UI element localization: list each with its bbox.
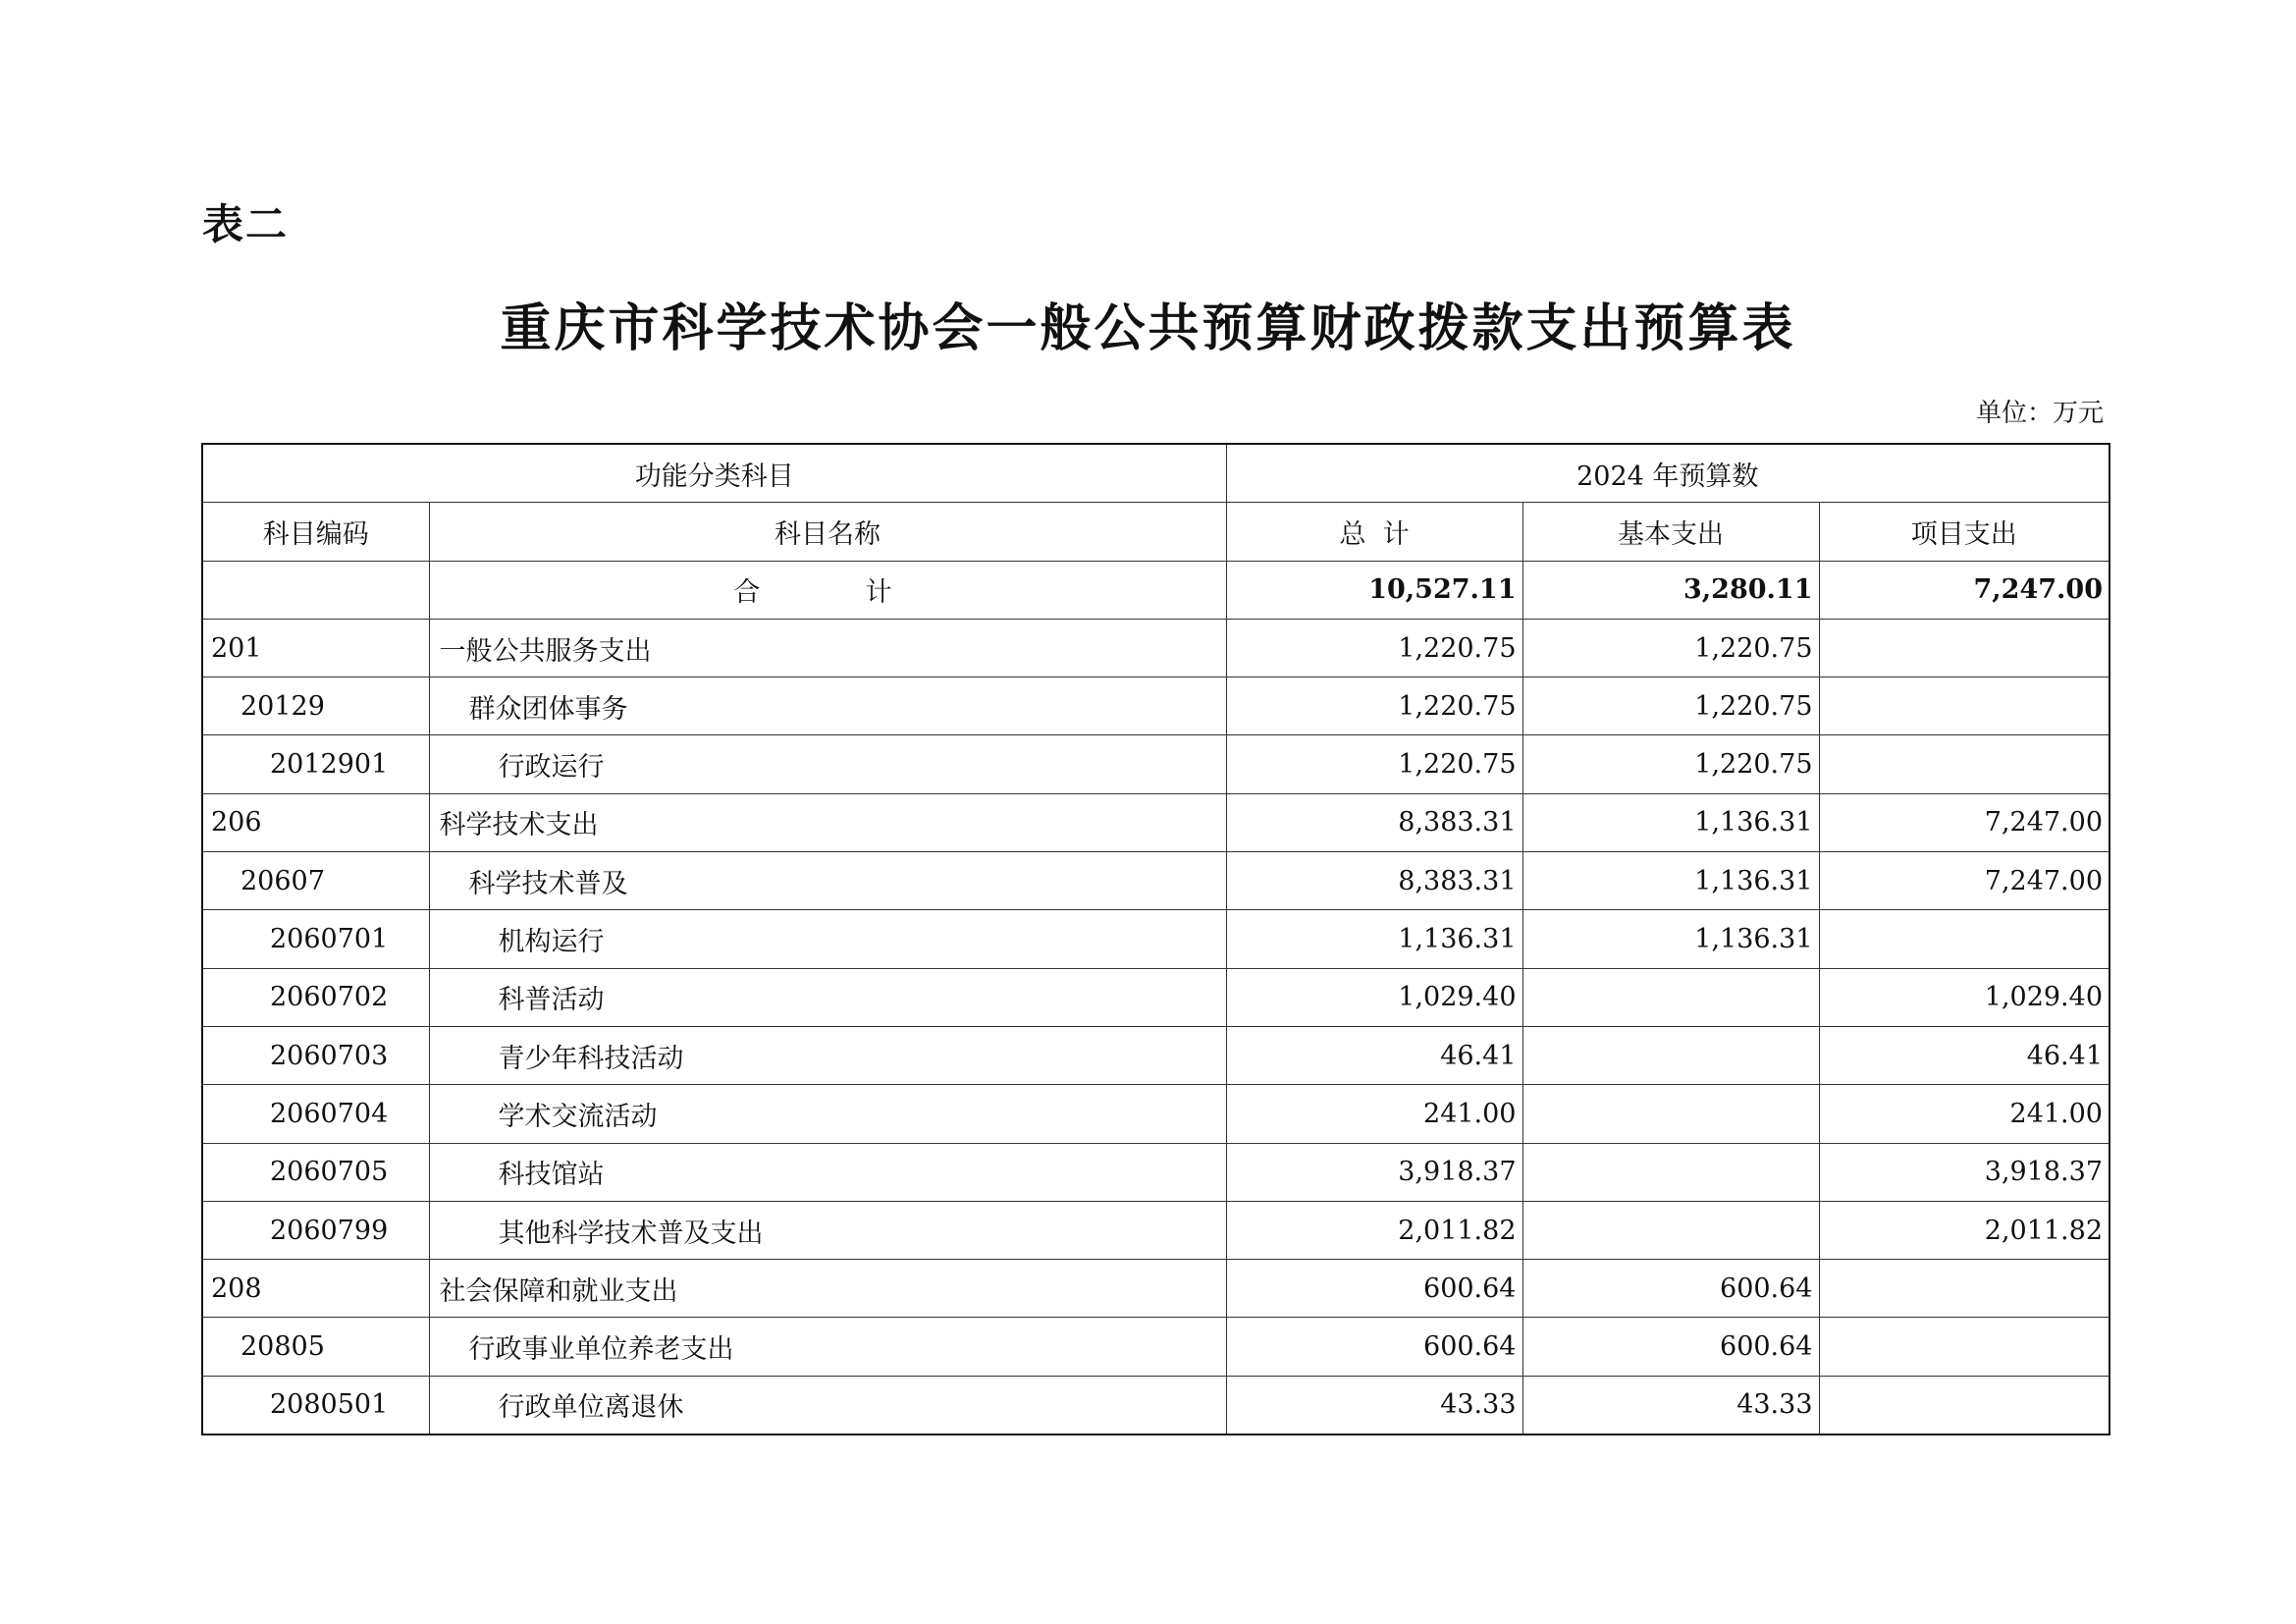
row-basic: 1,136.31 <box>1522 910 1819 968</box>
total-row <box>202 561 2109 619</box>
row-total: 1,136.31 <box>1226 910 1522 968</box>
header-functional-classification: 功能分类科目 <box>202 444 1226 503</box>
table-row <box>202 1260 2109 1318</box>
row-basic: 1,136.31 <box>1522 793 1819 851</box>
table-row <box>202 1143 2109 1201</box>
row-name: 科学技术普及 <box>429 852 1226 910</box>
row-total: 46.41 <box>1226 1026 1522 1084</box>
table-row <box>202 1376 2109 1435</box>
header-name: 科目名称 <box>429 503 1226 561</box>
row-project <box>1819 735 2109 793</box>
row-total: 1,220.75 <box>1226 735 1522 793</box>
row-total: 1,220.75 <box>1226 619 1522 677</box>
row-name: 其他科学技术普及支出 <box>429 1201 1226 1259</box>
row-code: 208 <box>202 1260 429 1318</box>
table-label: 表二 <box>202 200 290 248</box>
row-total: 241.00 <box>1226 1085 1522 1143</box>
total-project: 7,247.00 <box>1819 561 2109 619</box>
row-basic <box>1522 968 1819 1026</box>
row-total: 8,383.31 <box>1226 852 1522 910</box>
row-project: 7,247.00 <box>1819 852 2109 910</box>
row-code: 206 <box>202 793 429 851</box>
row-project: 1,029.40 <box>1819 968 2109 1026</box>
row-total: 1,029.40 <box>1226 968 1522 1026</box>
row-project <box>1819 677 2109 735</box>
row-name: 青少年科技活动 <box>429 1026 1226 1084</box>
row-name: 行政运行 <box>429 735 1226 793</box>
header-total: 总 计 <box>1226 503 1522 561</box>
row-name: 群众团体事务 <box>429 677 1226 735</box>
row-code: 2060702 <box>202 968 429 1026</box>
row-basic: 1,136.31 <box>1522 852 1819 910</box>
row-code: 2012901 <box>202 735 429 793</box>
table-row <box>202 1026 2109 1084</box>
row-total: 600.64 <box>1226 1318 1522 1376</box>
row-total: 8,383.31 <box>1226 793 1522 851</box>
row-basic <box>1522 1201 1819 1259</box>
total-sum: 10,527.11 <box>1226 561 1522 619</box>
row-name: 科学技术支出 <box>429 793 1226 851</box>
row-basic <box>1522 1085 1819 1143</box>
row-code: 2060703 <box>202 1026 429 1084</box>
row-code: 201 <box>202 619 429 677</box>
row-project: 241.00 <box>1819 1085 2109 1143</box>
row-basic: 1,220.75 <box>1522 619 1819 677</box>
row-total: 43.33 <box>1226 1376 1522 1435</box>
row-name: 科技馆站 <box>429 1143 1226 1201</box>
table-row <box>202 793 2109 851</box>
total-label: 合 计 <box>429 561 1226 619</box>
row-project <box>1819 1260 2109 1318</box>
table-row <box>202 1085 2109 1143</box>
row-project <box>1819 910 2109 968</box>
row-name: 一般公共服务支出 <box>429 619 1226 677</box>
row-name: 学术交流活动 <box>429 1085 1226 1143</box>
page-title: 重庆市科学技术协会一般公共预算财政拨款支出预算表 <box>500 298 1796 358</box>
row-code: 2060799 <box>202 1201 429 1259</box>
row-project <box>1819 619 2109 677</box>
row-name: 社会保障和就业支出 <box>429 1260 1226 1318</box>
row-total: 1,220.75 <box>1226 677 1522 735</box>
row-basic: 1,220.75 <box>1522 735 1819 793</box>
unit-label: 单位：万元 <box>1975 399 2104 428</box>
row-project: 46.41 <box>1819 1026 2109 1084</box>
row-project <box>1819 1318 2109 1376</box>
header-row-group <box>202 444 2109 503</box>
table-row <box>202 910 2109 968</box>
row-total: 600.64 <box>1226 1260 1522 1318</box>
header-row-columns <box>202 503 2109 561</box>
row-code: 2060701 <box>202 910 429 968</box>
row-total: 2,011.82 <box>1226 1201 1522 1259</box>
row-project: 2,011.82 <box>1819 1201 2109 1259</box>
table-row <box>202 1318 2109 1376</box>
table-row <box>202 677 2109 735</box>
row-project: 7,247.00 <box>1819 793 2109 851</box>
row-code: 2060705 <box>202 1143 429 1201</box>
table-row <box>202 968 2109 1026</box>
row-code: 2060704 <box>202 1085 429 1143</box>
budget-table <box>201 443 2110 1435</box>
row-basic <box>1522 1026 1819 1084</box>
row-name: 机构运行 <box>429 910 1226 968</box>
total-basic: 3,280.11 <box>1522 561 1819 619</box>
table-row <box>202 852 2109 910</box>
header-budget-year: 2024 年预算数 <box>1226 444 2109 503</box>
table-row <box>202 619 2109 677</box>
row-name: 行政单位离退休 <box>429 1376 1226 1435</box>
row-basic: 43.33 <box>1522 1376 1819 1435</box>
row-code: 20805 <box>202 1318 429 1376</box>
row-basic: 600.64 <box>1522 1260 1819 1318</box>
table-row <box>202 1201 2109 1259</box>
row-basic: 1,220.75 <box>1522 677 1819 735</box>
row-project: 3,918.37 <box>1819 1143 2109 1201</box>
table-body <box>202 444 2109 1435</box>
row-name: 行政事业单位养老支出 <box>429 1318 1226 1376</box>
row-name: 科普活动 <box>429 968 1226 1026</box>
header-project: 项目支出 <box>1819 503 2109 561</box>
row-basic <box>1522 1143 1819 1201</box>
row-code: 20607 <box>202 852 429 910</box>
header-basic: 基本支出 <box>1522 503 1819 561</box>
row-code: 2080501 <box>202 1376 429 1435</box>
row-total: 3,918.37 <box>1226 1143 1522 1201</box>
row-basic: 600.64 <box>1522 1318 1819 1376</box>
table-row <box>202 735 2109 793</box>
row-code: 20129 <box>202 677 429 735</box>
row-project <box>1819 1376 2109 1435</box>
header-code: 科目编码 <box>202 503 429 561</box>
total-code-cell <box>202 561 429 619</box>
